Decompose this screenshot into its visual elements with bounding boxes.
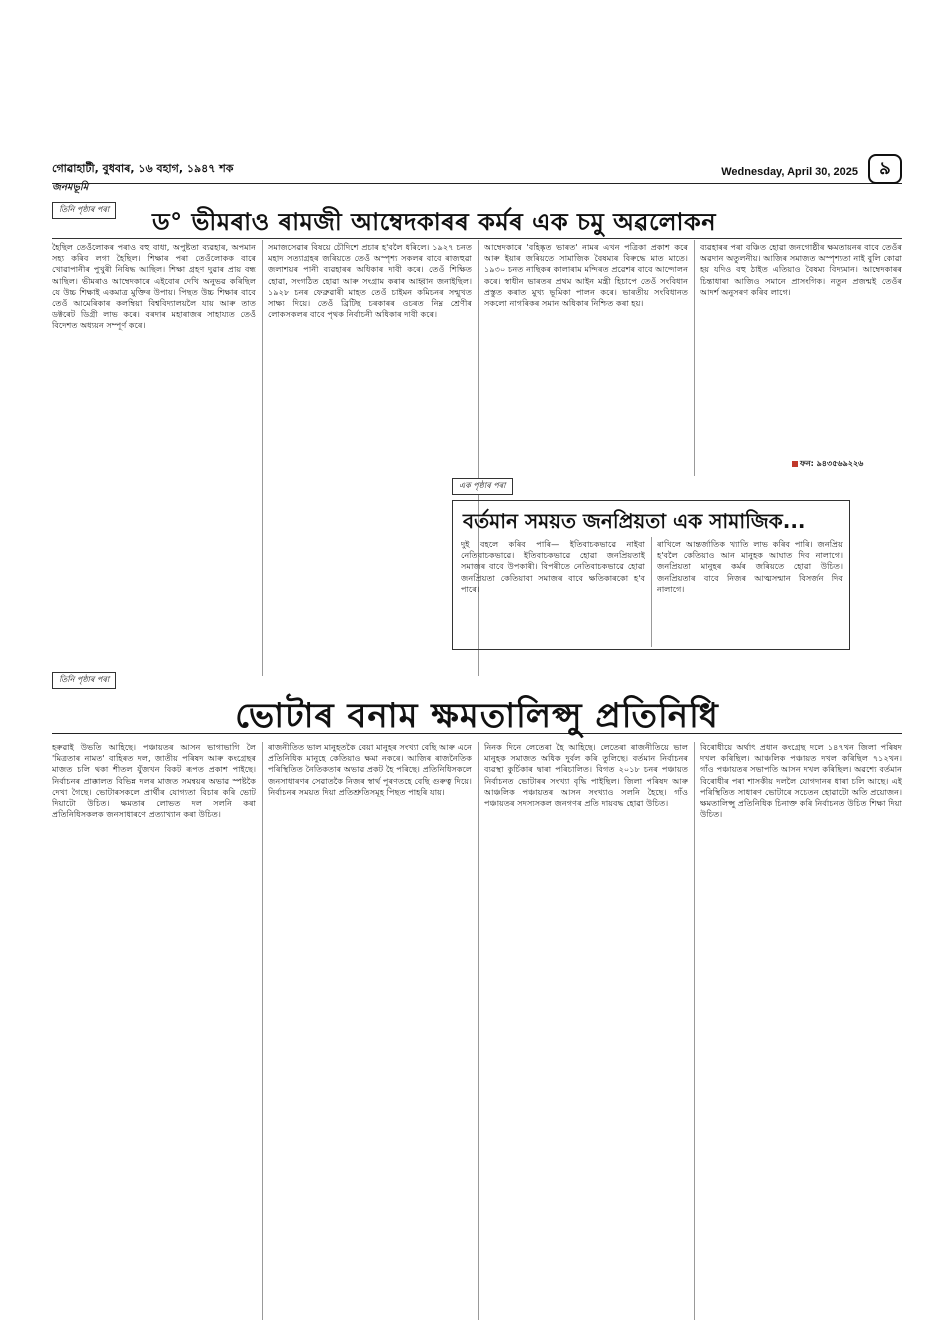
- column-divider: [651, 537, 652, 647]
- boxed-column: [461, 539, 645, 645]
- column-text: দুই বহলে কৰিব পাৰি— ইতিবাচকভাৱে নাইবা নেতিবাচকভাৱে। ইতিবাচকভাৱে হোৱা জনপ্ৰিয়তাই সমাজৰ বাবে উপকাৰী। বিপৰীতে নেতিবাচকভাৱে হোৱা জনপ্ৰিয়তা কেতিয়াবা সমাজৰ বাবে ক্ষতিকাৰকো হ'ব পাৰে।: [461, 539, 645, 594]
- page-header: [52, 158, 902, 193]
- column-text: হৈছিল তেওঁলোকৰ পৰাও বহু বাধা, অপুষ্টতা ব্যৱহাৰ, অপমান সহ্য কৰিব লগা হৈছিল। শিক্ষাৰ পৰা তেওঁলোকক বাৰে খোৱাপানীৰ পুখুৰী নিষিদ্ধ আছিল। শিক্ষা গ্ৰহণ দুৱাৰ প্ৰায় বন্ধ আছিল। ভীমৰাও আম্বেদকাৰে এইবোৰ দেখি অনুভৱ কৰিছিল যে উচ্চ শিক্ষাই একমাত্ৰ মুক্তিৰ উপায়। পিছত উচ্চ শিক্ষাৰ বাবে তেওঁ আমেৰিকাৰ কলম্বিয়া বিশ্ববিদ্যালয়লৈ যায় আৰু তাত ডক্টৰেট ডিগ্ৰী লাভ কৰে। বৰদাৰ মহাৰাজৰ সাহায্যত তেওঁ বিদেশত অধ্যয়ন সম্পূৰ্ণ কৰে।: [52, 242, 256, 331]
- column-text: সমাজসেৱাৰ বিষয়ে চৌদিশে প্ৰচাৰ হ'বলৈ ধৰিলে। ১৯২৭ চনত মহাদ সত্যাগ্ৰহৰ জৰিয়তে তেওঁ অস্পৃশ্য সকলৰ বাবে ৰাজহুৱা জলাশয়ৰ পানী ব্যৱহাৰৰ অধিকাৰ দাবী কৰে। তেওঁ শিক্ষিত হোৱা, সংগঠিত হোৱা আৰু সংগ্ৰাম কৰাৰ আহ্বান জনাইছিল। ১৯২৮ চনৰ ফেব্ৰুৱাৰী মাহত তেওঁ চাইমন কমিচনৰ সন্মুখত সাক্ষ্য দিয়ে। তেওঁ ব্ৰিটিছ চৰকাৰৰ ওচৰত নিম্ন শ্ৰেণীৰ লোকসকলৰ বাবে পৃথক নিৰ্বাচনী অধিকাৰ দাবী কৰে।: [268, 242, 472, 320]
- article-column: [268, 742, 472, 1317]
- boxed-frame: [452, 500, 850, 650]
- article-title: ভোটাৰ বনাম ক্ষমতালিপ্সু প্ৰতিনিধি: [52, 690, 902, 734]
- column-text: আম্বেদকাৰে 'বহিষ্কৃত ভাৰত' নামৰ এখন পত্ৰিকা প্ৰকাশ কৰে আৰু ইয়াৰ জৰিয়তে সামাজিক বৈষম্যৰ বিৰুদ্ধে মাত মাতে। ১৯৩০ চনত নাছিকৰ কালাৰাম মন্দিৰত প্ৰৱেশৰ বাবে আন্দোলন কৰে। স্বাধীন ভাৰতৰ প্ৰথম আইন মন্ত্ৰী হিচাপে তেওঁ সংবিধান প্ৰস্তুত কৰাত মুখ্য ভূমিকা পালন কৰে। ভাৰতীয় সংবিধানত সকলো নাগৰিকৰ সমান অধিকাৰ নিশ্চিত কৰা হয়।: [484, 242, 688, 309]
- continued-tag: তিনি পৃষ্ঠাৰ পৰা: [52, 672, 116, 689]
- end-square-icon: [792, 461, 798, 467]
- article-header: [52, 202, 902, 242]
- column-text: ব্যৱহাৰৰ পৰা বঞ্চিত হোৱা জনগোষ্ঠীৰ ক্ষমতায়নৰ বাবে তেওঁৰ অৱদান অতুলনীয়। আজিৰ সমাজত অস্পৃশ্যতা নাই বুলি কোৱা হয় যদিও বহু ঠাইত এতিয়াও বৈষম্য বিদ্যমান। আম্বেদকাৰৰ চিন্তাধাৰা আজিও সমানে প্ৰাসংগিক। নতুন প্ৰজন্মই তেওঁৰ আদৰ্শ অনুসৰণ কৰিব লাগে।: [700, 242, 902, 297]
- article-column: [700, 242, 902, 454]
- header-date-assamese: গোৱাহাটী, বুধবাৰ, ১৬ বহাগ, ১৯৪৭ শক: [52, 162, 234, 175]
- boxed-article-popularity: [452, 478, 850, 658]
- article-column: [268, 242, 472, 672]
- author-phone: ফন: ৯৪৩৫৬৯২২৬: [800, 459, 864, 468]
- article-body: [52, 742, 902, 1322]
- column-divider: [262, 742, 263, 1320]
- article-column: [484, 242, 688, 472]
- column-divider: [694, 742, 695, 1320]
- column-text: বিৰোধীয়ে অৰ্থাৎ প্ৰধান কংগ্ৰেছ দলে ১৪৭খন জিলা পৰিষদ দখল কৰিছিল। আঞ্চলিক পঞ্চায়ত দখল কৰিছিল ৭১২খন। গাঁও পঞ্চায়তৰ সভাপতি আসন দখল কৰিছিল। অৱশ্যে বৰ্তমান বিৰোধীৰ পৰা শাসকীয় দললৈ যোগদানৰ ধাৰা চলি আছে। এই পৰিস্থিতিত সাধাৰণ ভোটাৰে সচেতন হোৱাটো অতি প্ৰয়োজন। ক্ষমতালিপ্সু প্ৰতিনিধিক চিনাক্ত কৰি নিৰ্বাচনত উচিত শিক্ষা দিয়া উচিত।: [700, 742, 902, 820]
- column-text: নিনক দিনে লেতেৰা হৈ আহিছে। লেতেৰা ৰাজনীতিয়ে ভাল মানুহক সমাজত অধিক দুৰ্বল কৰি তুলিছে। বৰ্তমান নিৰ্বাচনৰ ব্যৱস্থা কুৰ্চিকাৰ দ্বাৰা পৰিচালিত। বিগত ২০১৮ চনৰ পঞ্চায়ত নিৰ্বাচনত ভোটাৰৰ সংখ্যা বৃদ্ধি পাইছিল। জিলা পৰিষদ আৰু আঞ্চলিক পঞ্চায়তৰ আসন সংখ্যাও সলনি হৈছে। গাঁও পঞ্চায়তৰ সদস্যসকল জনগণৰ প্ৰতি দায়বদ্ধ হোৱা উচিত।: [484, 742, 688, 809]
- column-divider: [262, 240, 263, 676]
- column-text: ৰাজনীতিত ভাল মানুহতকৈ বেয়া মানুহৰ সংখ্যা বেছি আৰু এনে প্ৰতিনিধিক মানুহে কেতিয়াও ক্ষমা নকৰে। আজিৰ ৰাজনৈতিক পৰিস্থিতিত নৈতিকতাৰ অভাৱ প্ৰকট হৈ পৰিছে। প্ৰতিনিধিসকলে জনসাধাৰণৰ সেৱাতকৈ নিজৰ স্বাৰ্থ পূৰণতহে বেছি গুৰুত্ব দিয়ে। নিৰ্বাচনৰ সময়ত দিয়া প্ৰতিশ্ৰুতিসমূহ পিছত পাহৰি যায়।: [268, 742, 472, 797]
- header-date-english: Wednesday, April 30, 2025: [721, 166, 858, 178]
- boxed-title: বৰ্তমান সময়ত জনপ্ৰিয়তা এক সামাজিক...: [463, 509, 806, 533]
- article-title: ড° ভীমৰাও ৰামজী আম্বেদকাৰৰ কৰ্মৰ এক চমু অৱলোকন: [152, 208, 717, 236]
- continued-tag: এক পৃষ্ঠাৰ পৰা: [452, 478, 513, 495]
- continued-tag: তিনি পৃষ্ঠাৰ পৰা: [52, 202, 116, 219]
- author-contact: [792, 458, 863, 471]
- newspaper-brand: জনমভূমি: [52, 182, 89, 193]
- page-number: ৯: [868, 154, 902, 184]
- article-column: [700, 742, 902, 1317]
- column-divider: [694, 240, 695, 476]
- article-column: [52, 242, 256, 672]
- boxed-column: [657, 539, 843, 645]
- column-divider: [478, 742, 479, 1320]
- article-column: [52, 742, 256, 1317]
- column-text: ৰাখিলে আন্তৰ্জাতিক খ্যাতি লাভ কৰিব পাৰি। জনপ্ৰিয় হ'বলৈ কেতিয়াও আন মানুহক আঘাত দিব নালাগে। জনপ্ৰিয়তা মানুহৰ কৰ্মৰ জৰিয়তে হোৱা উচিত। জনপ্ৰিয়তাৰ বাবে নিজৰ আত্মসন্মান বিসৰ্জন দিব নালাগে।: [657, 539, 843, 594]
- article-column: [484, 742, 688, 1317]
- title-rule: [52, 238, 902, 239]
- column-text: হৰুৱাই উভতি আহিছে। পঞ্চায়তৰ আসন ভাগাভাগি লৈ 'মিত্ৰতাৰ নামত' বাহিৰত দল, জাতীয় পৰিষদ আৰু কংগ্ৰেছৰ মাজত চলি থকা শীতল যুঁজখন বিকট ৰূপত প্ৰকাশ পাইছে। নিৰ্বাচনৰ প্ৰাক্কালত বিভিন্ন দলৰ মাজত সমন্বয়ৰ অভাৱ স্পষ্টকৈ দেখা গৈছে। ভোটাৰসকলে প্ৰাৰ্থীৰ যোগ্যতা বিচাৰ কৰি ভোট দিয়াটো উচিত। ক্ষমতাৰ লোভত দল সলনি কৰা প্ৰতিনিধিসকলক জনসাধাৰণে প্ৰত্যাখ্যান কৰা উচিত।: [52, 742, 256, 820]
- article-ambedkar: [52, 202, 902, 468]
